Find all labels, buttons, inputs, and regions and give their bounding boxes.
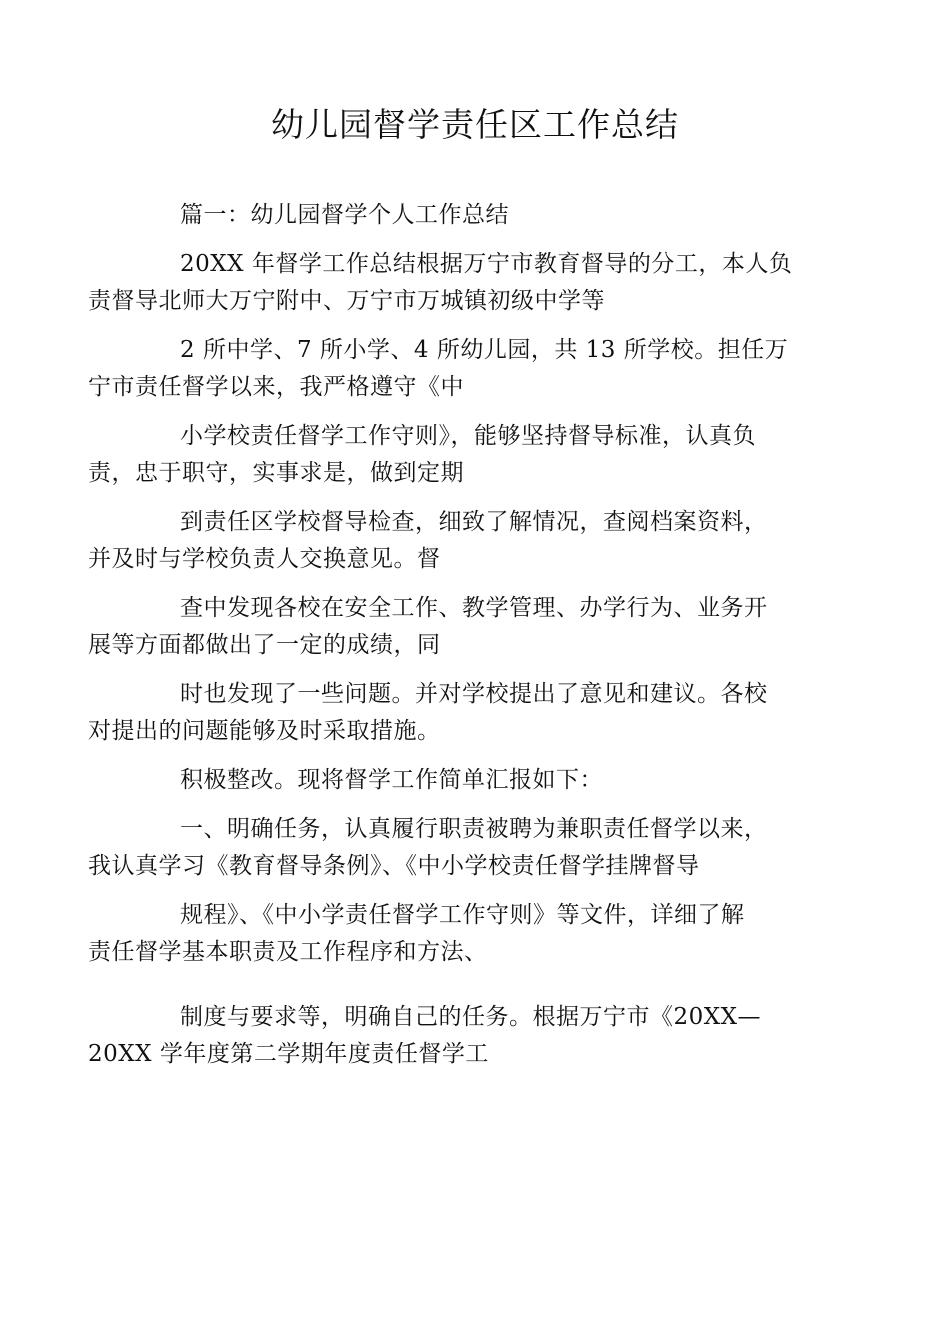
paragraph-line: 宁市责任督学以来，我严格遵守《中 bbox=[88, 374, 464, 400]
paragraph-line: 我认真学习《教育督导条例》、《中小学校责任督学挂牌督导 bbox=[88, 853, 700, 879]
paragraph-line: 2 所中学、7 所小学、4 所幼儿园，共 13 所学校。担任万 bbox=[180, 337, 789, 363]
document-body bbox=[88, 197, 834, 1085]
paragraph-line: 小学校责任督学工作守则》，能够坚持督导标准，认真负 bbox=[180, 423, 756, 449]
paragraph-line: 20XX 学年度第二学期年度责任督学工 bbox=[88, 1041, 489, 1067]
paragraph bbox=[88, 676, 834, 750]
paragraph bbox=[88, 332, 834, 406]
paragraph-line: 展等方面都做出了一定的成绩，同 bbox=[88, 632, 441, 658]
paragraph-line: 对提出的问题能够及时采取措施。 bbox=[88, 718, 441, 744]
paragraph bbox=[88, 897, 834, 971]
paragraph-line: 篇一：幼儿园督学个人工作总结 bbox=[180, 202, 509, 228]
paragraph-line: 到责任区学校督导检查，细致了解情况，查阅档案资料， bbox=[180, 509, 768, 535]
paragraph-line: 责，忠于职守，实事求是，做到定期 bbox=[88, 460, 464, 486]
paragraph bbox=[88, 418, 834, 492]
paragraph bbox=[88, 504, 834, 578]
document-title: 幼儿园督学责任区工作总结 bbox=[271, 105, 679, 144]
paragraph-line: 积极整改。现将督学工作简单汇报如下： bbox=[180, 767, 603, 793]
paragraph-line: 一、明确任务，认真履行职责被聘为兼职责任督学以来， bbox=[180, 816, 768, 842]
paragraph-line: 制度与要求等，明确自己的任务。根据万宁市《20XX— bbox=[180, 1004, 762, 1030]
paragraph-line: 并及时与学校负责人交换意见。督 bbox=[88, 546, 441, 572]
paragraph-line: 规程》、《中小学责任督学工作守则》等文件，详细了解 bbox=[180, 902, 745, 928]
paragraph-line: 时也发现了一些问题。并对学校提出了意见和建议。各校 bbox=[180, 681, 768, 707]
paragraph bbox=[88, 999, 834, 1073]
paragraph-line: 责任督学基本职责及工作程序和方法、 bbox=[88, 939, 488, 965]
paragraph-line: 20XX 年督学工作总结根据万宁市教育督导的分工，本人负 bbox=[180, 251, 793, 277]
paragraph bbox=[134, 762, 834, 799]
paragraph bbox=[88, 811, 834, 885]
paragraph bbox=[88, 590, 834, 664]
paragraph-line: 查中发现各校在安全工作、教学管理、办学行为、业务开 bbox=[180, 595, 768, 621]
paragraph bbox=[134, 197, 834, 234]
paragraph-line: 责督导北师大万宁附中、万宁市万城镇初级中学等 bbox=[88, 288, 605, 314]
paragraph bbox=[88, 246, 834, 320]
